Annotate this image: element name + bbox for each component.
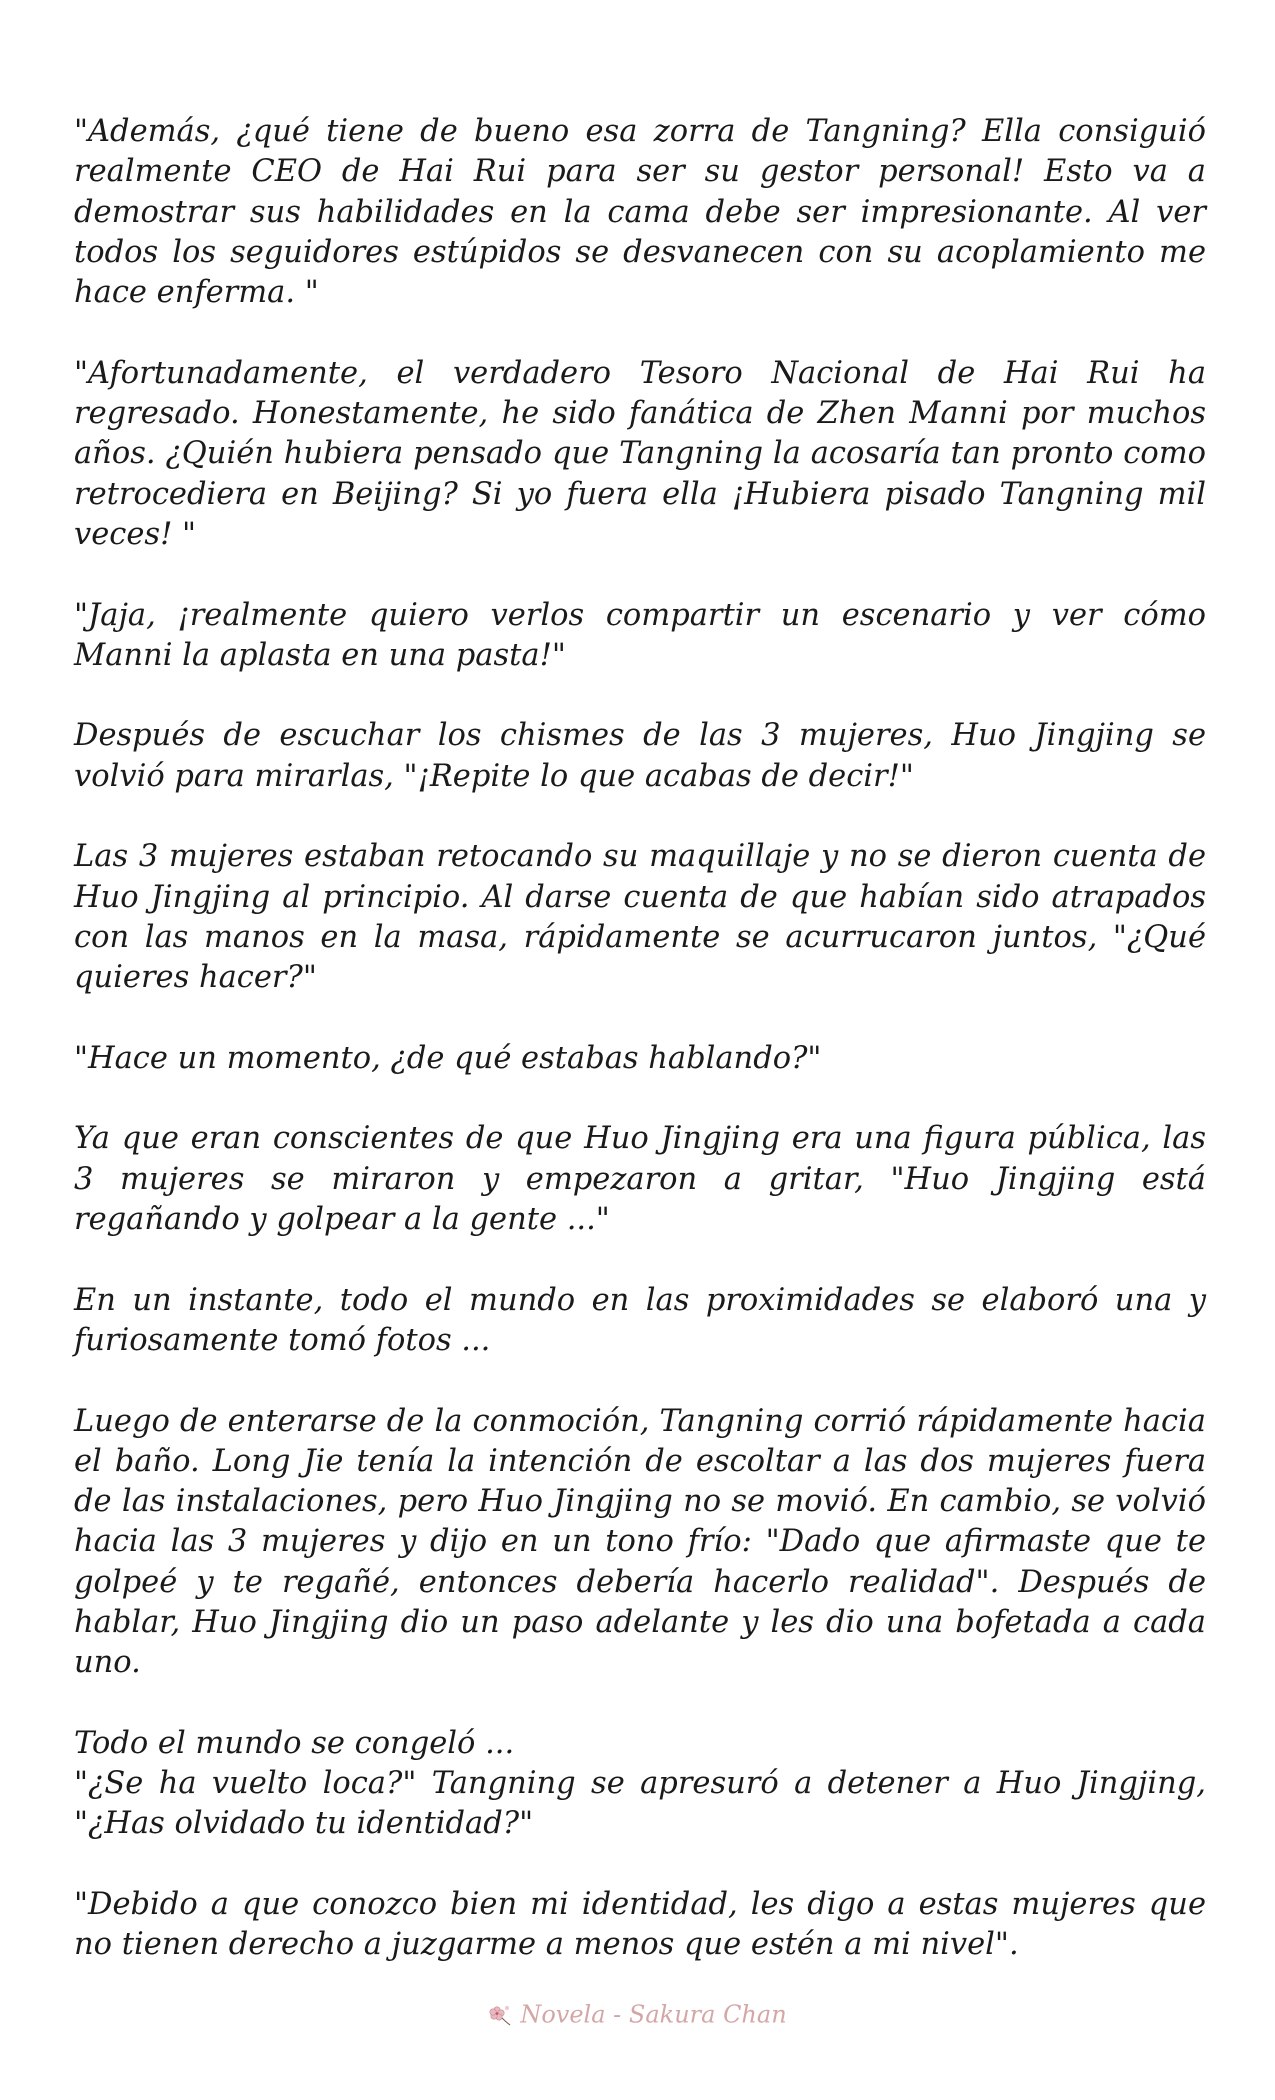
paragraph: Todo el mundo se congeló ... (74, 1725, 515, 1761)
document-body (74, 112, 1206, 2006)
paragraph: "¿Se ha vuelto loca?" Tangning se apresuró a detener a Huo Jingjing, "¿Has olvidado tu identidad?" (74, 1766, 1206, 1842)
paragraph: Después de escuchar los chismes de las 3 mujeres, Huo Jingjing se volvió para mirarlas, "¡Repite lo que acabas de decir!" (74, 718, 1206, 794)
cherry-blossom-icon (488, 2000, 514, 2024)
paragraph: "Debido a que conozco bien mi identidad, les digo a estas mujeres que no tienen derecho a juzgarme a menos que estén a mi nivel". (74, 1887, 1206, 1963)
watermark (0, 1993, 1275, 2033)
paragraph: En un instante, todo el mundo en las proximidades se elaboró una y furiosamente tomó fotos ... (74, 1282, 1206, 1358)
paragraph: Ya que eran conscientes de que Huo Jingjing era una figura pública, las 3 mujeres se miraron y empezaron a gritar, "Huo Jingjing está regañando y golpear a la gente ..." (74, 1121, 1206, 1238)
paragraph: "Afortunadamente, el verdadero Tesoro Nacional de Hai Rui ha regresado. Honestamente, he sido fanática de Zhen Manni por muchos años. ¿Quién hubiera pensado que Tangning la acosaría tan pronto como retrocediera en Beijing? Si yo fuera ella ¡Hubiera pisado Tangning mil veces! " (74, 355, 1206, 552)
paragraph: "Jaja, ¡realmente quiero verlos compartir un escenario y ver cómo Manni la aplasta en una pasta!" (74, 597, 1206, 673)
paragraph: Las 3 mujeres estaban retocando su maquillaje y no se dieron cuenta de Huo Jingjing al principio. Al darse cuenta de que habían sido atrapados con las manos en la masa, rápidamente se acurrucaron juntos, "¿Qué quieres hacer?" (74, 839, 1206, 996)
watermark-text: Novela - Sakura Chan (520, 2000, 787, 2029)
paragraph: "Hace un momento, ¿de qué estabas hablando?" (74, 1040, 822, 1076)
paragraph: "Además, ¿qué tiene de bueno esa zorra de Tangning? Ella consiguió realmente CEO de Hai Rui para ser su gestor personal! Esto va a demostrar sus habilidades en la cama debe ser impresionante. Al ver todos los seguidores estúpidos se desvanecen con su acoplamiento me hace enferma. " (74, 114, 1206, 311)
paragraph: Luego de enterarse de la conmoción, Tangning corrió rápidamente hacia el baño. Long Jie tenía la intención de escoltar a las dos mujeres fuera de las instalaciones, pero Huo Jingjing no se movió. En cambio, se volvió hacia las 3 mujeres y dijo en un tono frío: "Dado que afirmaste que te golpeé y te regañé, entonces debería hacerlo realidad". Después de hablar, Huo Jingjing dio un paso adelante y les dio una bofetada a cada uno. (74, 1403, 1206, 1681)
